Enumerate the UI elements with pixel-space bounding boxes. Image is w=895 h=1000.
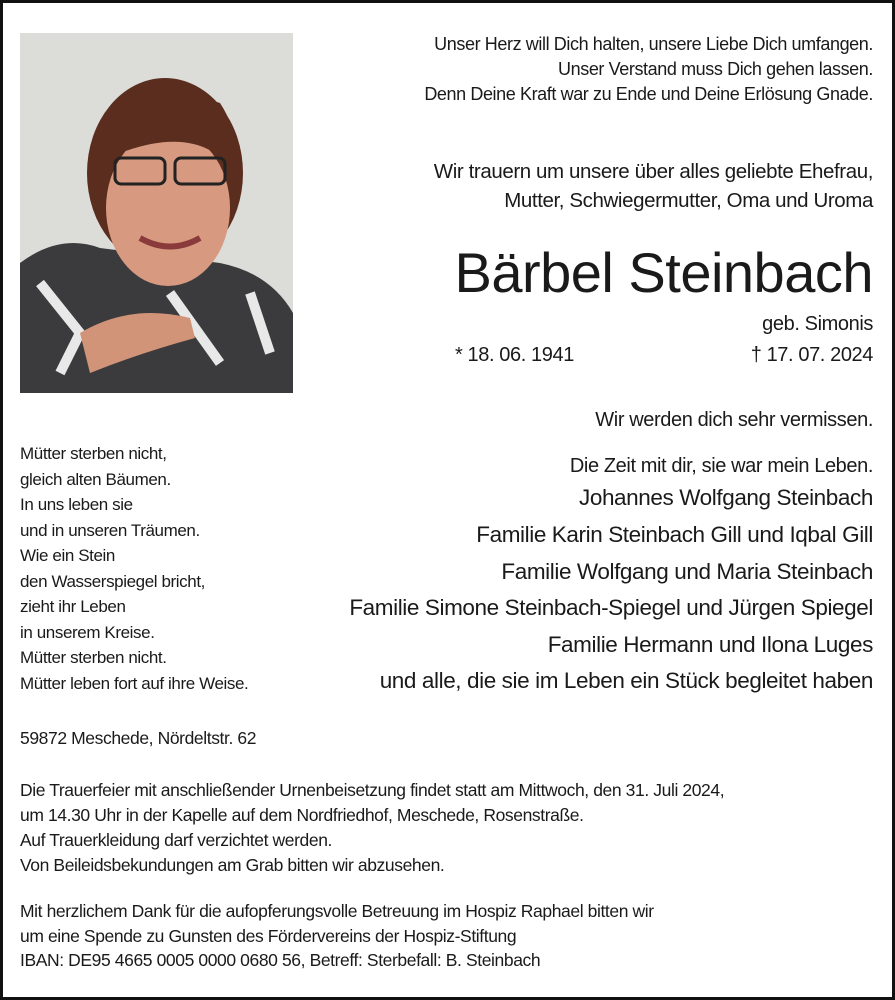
poem-line: in unserem Kreise.: [20, 623, 155, 642]
mourner-line: Die Zeit mit dir, sie war mein Leben.: [569, 455, 873, 477]
mourner-line: und alle, die sie im Leben ein Stück begleitet haben: [379, 668, 873, 693]
intro-line: Wir trauern um unsere über alles geliebte Ehefrau,: [433, 160, 873, 183]
miss-line: Wir werden dich sehr vermissen.: [595, 409, 873, 431]
verse-line: Unser Verstand muss Dich gehen lassen.: [558, 59, 873, 79]
funeral-line: Die Trauerfeier mit anschließender Urnenbeisetzung findet statt am Mittwoch, den 31. Juli 2024,: [20, 780, 725, 800]
funeral-line: Von Beileidsbekundungen am Grab bitten wir abzusehen.: [20, 855, 445, 875]
intro-line: Mutter, Schwiegermutter, Oma und Uroma: [504, 189, 873, 212]
poem-line: Mütter sterben nicht.: [20, 648, 167, 667]
mourner-line: Familie Simone Steinbach-Spiegel und Jürgen Spiegel: [349, 595, 873, 620]
donation-line: IBAN: DE95 4665 0005 0000 0680 56, Betreff: Sterbefall: B. Steinbach: [20, 950, 541, 970]
mourner-line: Johannes Wolfgang Steinbach: [578, 485, 873, 510]
poem-line: den Wasserspiegel bricht,: [20, 572, 205, 591]
funeral-line: um 14.30 Uhr in der Kapelle auf dem Nordfriedhof, Meschede, Rosenstraße.: [20, 805, 584, 825]
poem-line: Wie ein Stein: [20, 546, 115, 565]
poem-line: zieht ihr Leben: [20, 597, 126, 616]
mourner-line: Familie Hermann und Ilona Luges: [547, 632, 873, 657]
death-date: † 17. 07. 2024: [750, 344, 873, 366]
mourner-line: Familie Wolfgang und Maria Steinbach: [501, 559, 873, 584]
donation-line: um eine Spende zu Gunsten des Fördervereins der Hospiz-Stiftung: [20, 926, 517, 946]
birth-date: * 18. 06. 1941: [455, 344, 574, 366]
maiden-name: geb. Simonis: [762, 313, 873, 335]
poem-line: und in unseren Träumen.: [20, 521, 200, 540]
funeral-line: Auf Trauerkleidung darf verzichtet werden.: [20, 830, 332, 850]
verse-line: Denn Deine Kraft war zu Ende und Deine Erlösung Gnade.: [424, 84, 873, 104]
verse-line: Unser Herz will Dich halten, unsere Liebe Dich umfangen.: [434, 34, 873, 54]
donation-line: Mit herzlichem Dank für die aufopferungsvolle Betreuung im Hospiz Raphael bitten wir: [20, 901, 654, 921]
poem-line: Mütter leben fort auf ihre Weise.: [20, 674, 249, 693]
poem-line: In uns leben sie: [20, 495, 133, 514]
portrait-photo: [20, 33, 293, 393]
deceased-name: Bärbel Steinbach: [454, 241, 873, 304]
poem-line: Mütter sterben nicht,: [20, 444, 167, 463]
address: 59872 Meschede, Nördeltstr. 62: [20, 728, 257, 748]
poem-line: gleich alten Bäumen.: [20, 470, 171, 489]
mourner-line: Familie Karin Steinbach Gill und Iqbal Gill: [476, 522, 873, 547]
